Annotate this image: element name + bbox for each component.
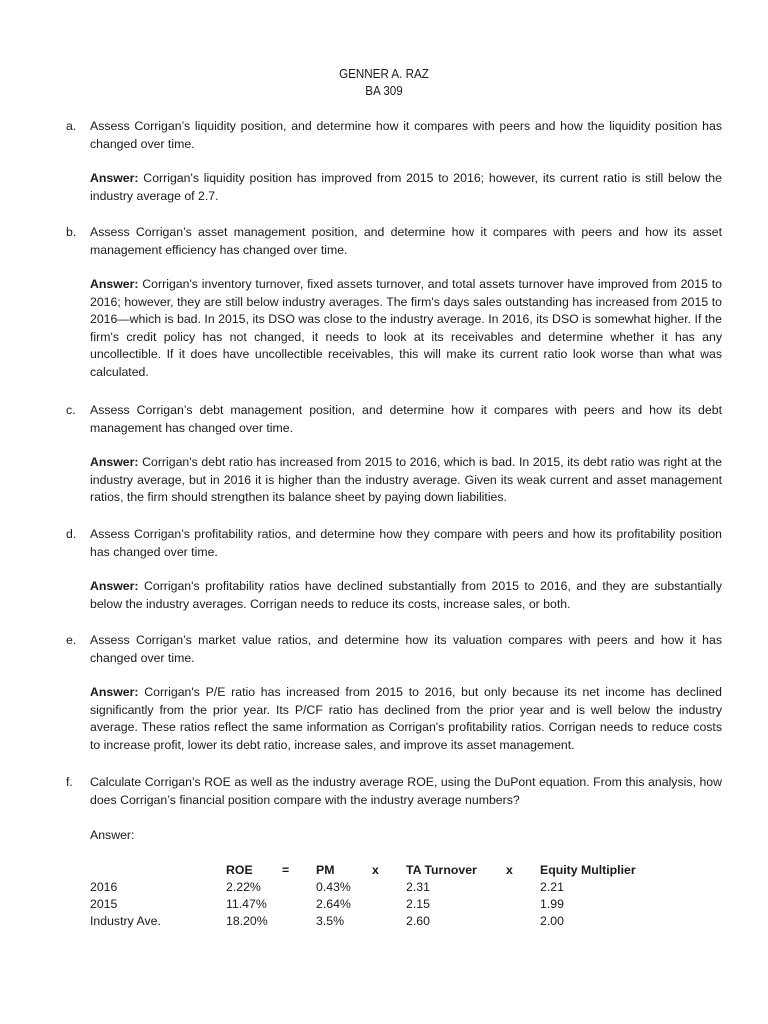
question-text: Assess Corrigan’s liquidity position, and determine how it compares with peers and how the liquidity position has changed over time. [90,119,722,151]
question-letter: c. [66,403,76,417]
table-cell: 2.60 [406,914,430,928]
answer-text: Corrigan's inventory turnover, fixed assets turnover, and total assets turnover have improved from 2015 to 2016; however, they are still below industry averages. The firm's days sales outstanding has increased from 2015 to 2016—which is bad. In 2015, its DSO was close to the industry average. In 2016, its DSO is somewhat higher. If the firm's credit policy has not changed, it needs to look at its receivables and determine whether it has any uncollectible. If it does have uncollectible receivables, this will make its current ratio look worse than what was calculated. [90,277,722,379]
question-letter: a. [66,119,77,133]
table-cell: Industry Ave. [90,914,161,928]
table-cell: 1.99 [540,897,564,911]
roe-answer-label: Answer: [90,828,135,842]
table-row [88,879,648,896]
answer-label: Answer: [90,277,139,291]
question-c [66,402,722,507]
question-text: Assess Corrigan’s market value ratios, and determine how its valuation compares with peers and how it has changed over time. [90,633,722,665]
table-cell: 0.43% [316,880,351,894]
table-cell [370,913,404,930]
table-header-row [88,862,648,879]
table-cell [504,896,538,913]
answer-label: Answer: [90,455,139,469]
question-b [66,224,722,381]
table-row [88,913,648,930]
header-cell: TA Turnover [406,863,477,877]
question-letter: f. [66,775,73,789]
table-cell: 18.20% [226,914,268,928]
table-cell: 2016 [90,880,118,894]
answer-label: Answer: [90,171,139,185]
answer-label: Answer: [90,685,139,699]
table-cell [280,896,314,913]
answer-block [90,578,722,613]
dupont-roe-table [88,862,648,930]
question-letter: e. [66,633,77,647]
answer-text: Corrigan's profitability ratios have declined substantially from 2015 to 2016, and they are substantially below the industry averages. Corrigan needs to reduce its costs, increase sales, or both. [90,579,722,611]
answer-block [90,454,722,507]
table-cell: 3.5% [316,914,345,928]
table-cell [504,913,538,930]
table-cell [280,913,314,930]
table-cell: 2.31 [406,880,430,894]
answer-text: Corrigan's P/E ratio has increased from 2015 to 2016, but only because its net income has declined significantly from the prior year. Its P/CF ratio has declined from the prior year and is well below the industry average. These ratios reflect the same information as Corrigan's profitability ratios. Corrigan needs to reduce costs to increase profit, lower its debt ratio, increase sales, and improve its asset management. [90,685,722,752]
header-cell: x [506,863,513,877]
answer-label: Answer: [90,579,139,593]
table-cell: 2.00 [540,914,564,928]
table-cell [370,896,404,913]
table-cell [280,879,314,896]
header-cell: PM [316,863,335,877]
author-name: GENNER A. RAZ [339,67,429,81]
question-text: Assess Corrigan’s debt management position, and determine how it compares with peers and how its debt management has changed over time. [90,403,722,435]
question-d [66,526,722,613]
course-code: BA 309 [365,84,403,98]
header-cell: Equity Multiplier [540,863,636,877]
question-letter: d. [66,527,77,541]
answer-text: Corrigan's liquidity position has improved from 2015 to 2016; however, its current ratio is still below the industry average of 2.7. [90,171,722,203]
table-cell [370,879,404,896]
table-row [88,896,648,913]
question-f [66,774,722,809]
table-cell: 2015 [90,897,118,911]
question-letter: b. [66,225,77,239]
table-cell: 2.22% [226,880,261,894]
table-cell [504,879,538,896]
answer-block [90,684,722,754]
answer-text: Corrigan's debt ratio has increased from 2015 to 2016, which is bad. In 2015, its debt ratio was right at the industry average, but in 2016 it is higher than the industry average. Given its weak current and asset management ratios, the firm should strengthen its balance sheet by paying down liabilities. [90,455,722,504]
table-cell: 2.21 [540,880,564,894]
answer-block [90,276,722,381]
header-cell: x [372,863,379,877]
document-header [27,66,741,100]
table-cell: 2.15 [406,897,430,911]
question-text: Calculate Corrigan’s ROE as well as the industry average ROE, using the DuPont equation. From this analysis, how does Corrigan’s financial position compare with the industry average numbers? [90,775,722,807]
table-cell: 11.47% [226,897,267,911]
answer-block [90,170,722,205]
table-cell: 2.64% [316,897,351,911]
question-text: Assess Corrigan’s profitability ratios, and determine how they compare with peers and how its profitability position has changed over time. [90,527,722,559]
header-cell: = [282,863,290,877]
question-a [66,118,722,205]
question-e [66,632,722,754]
header-cell: ROE [226,863,253,877]
header-cell [88,862,224,879]
question-text: Assess Corrigan’s asset management position, and determine how it compares with peers and how its asset management efficiency has changed over time. [90,225,722,257]
